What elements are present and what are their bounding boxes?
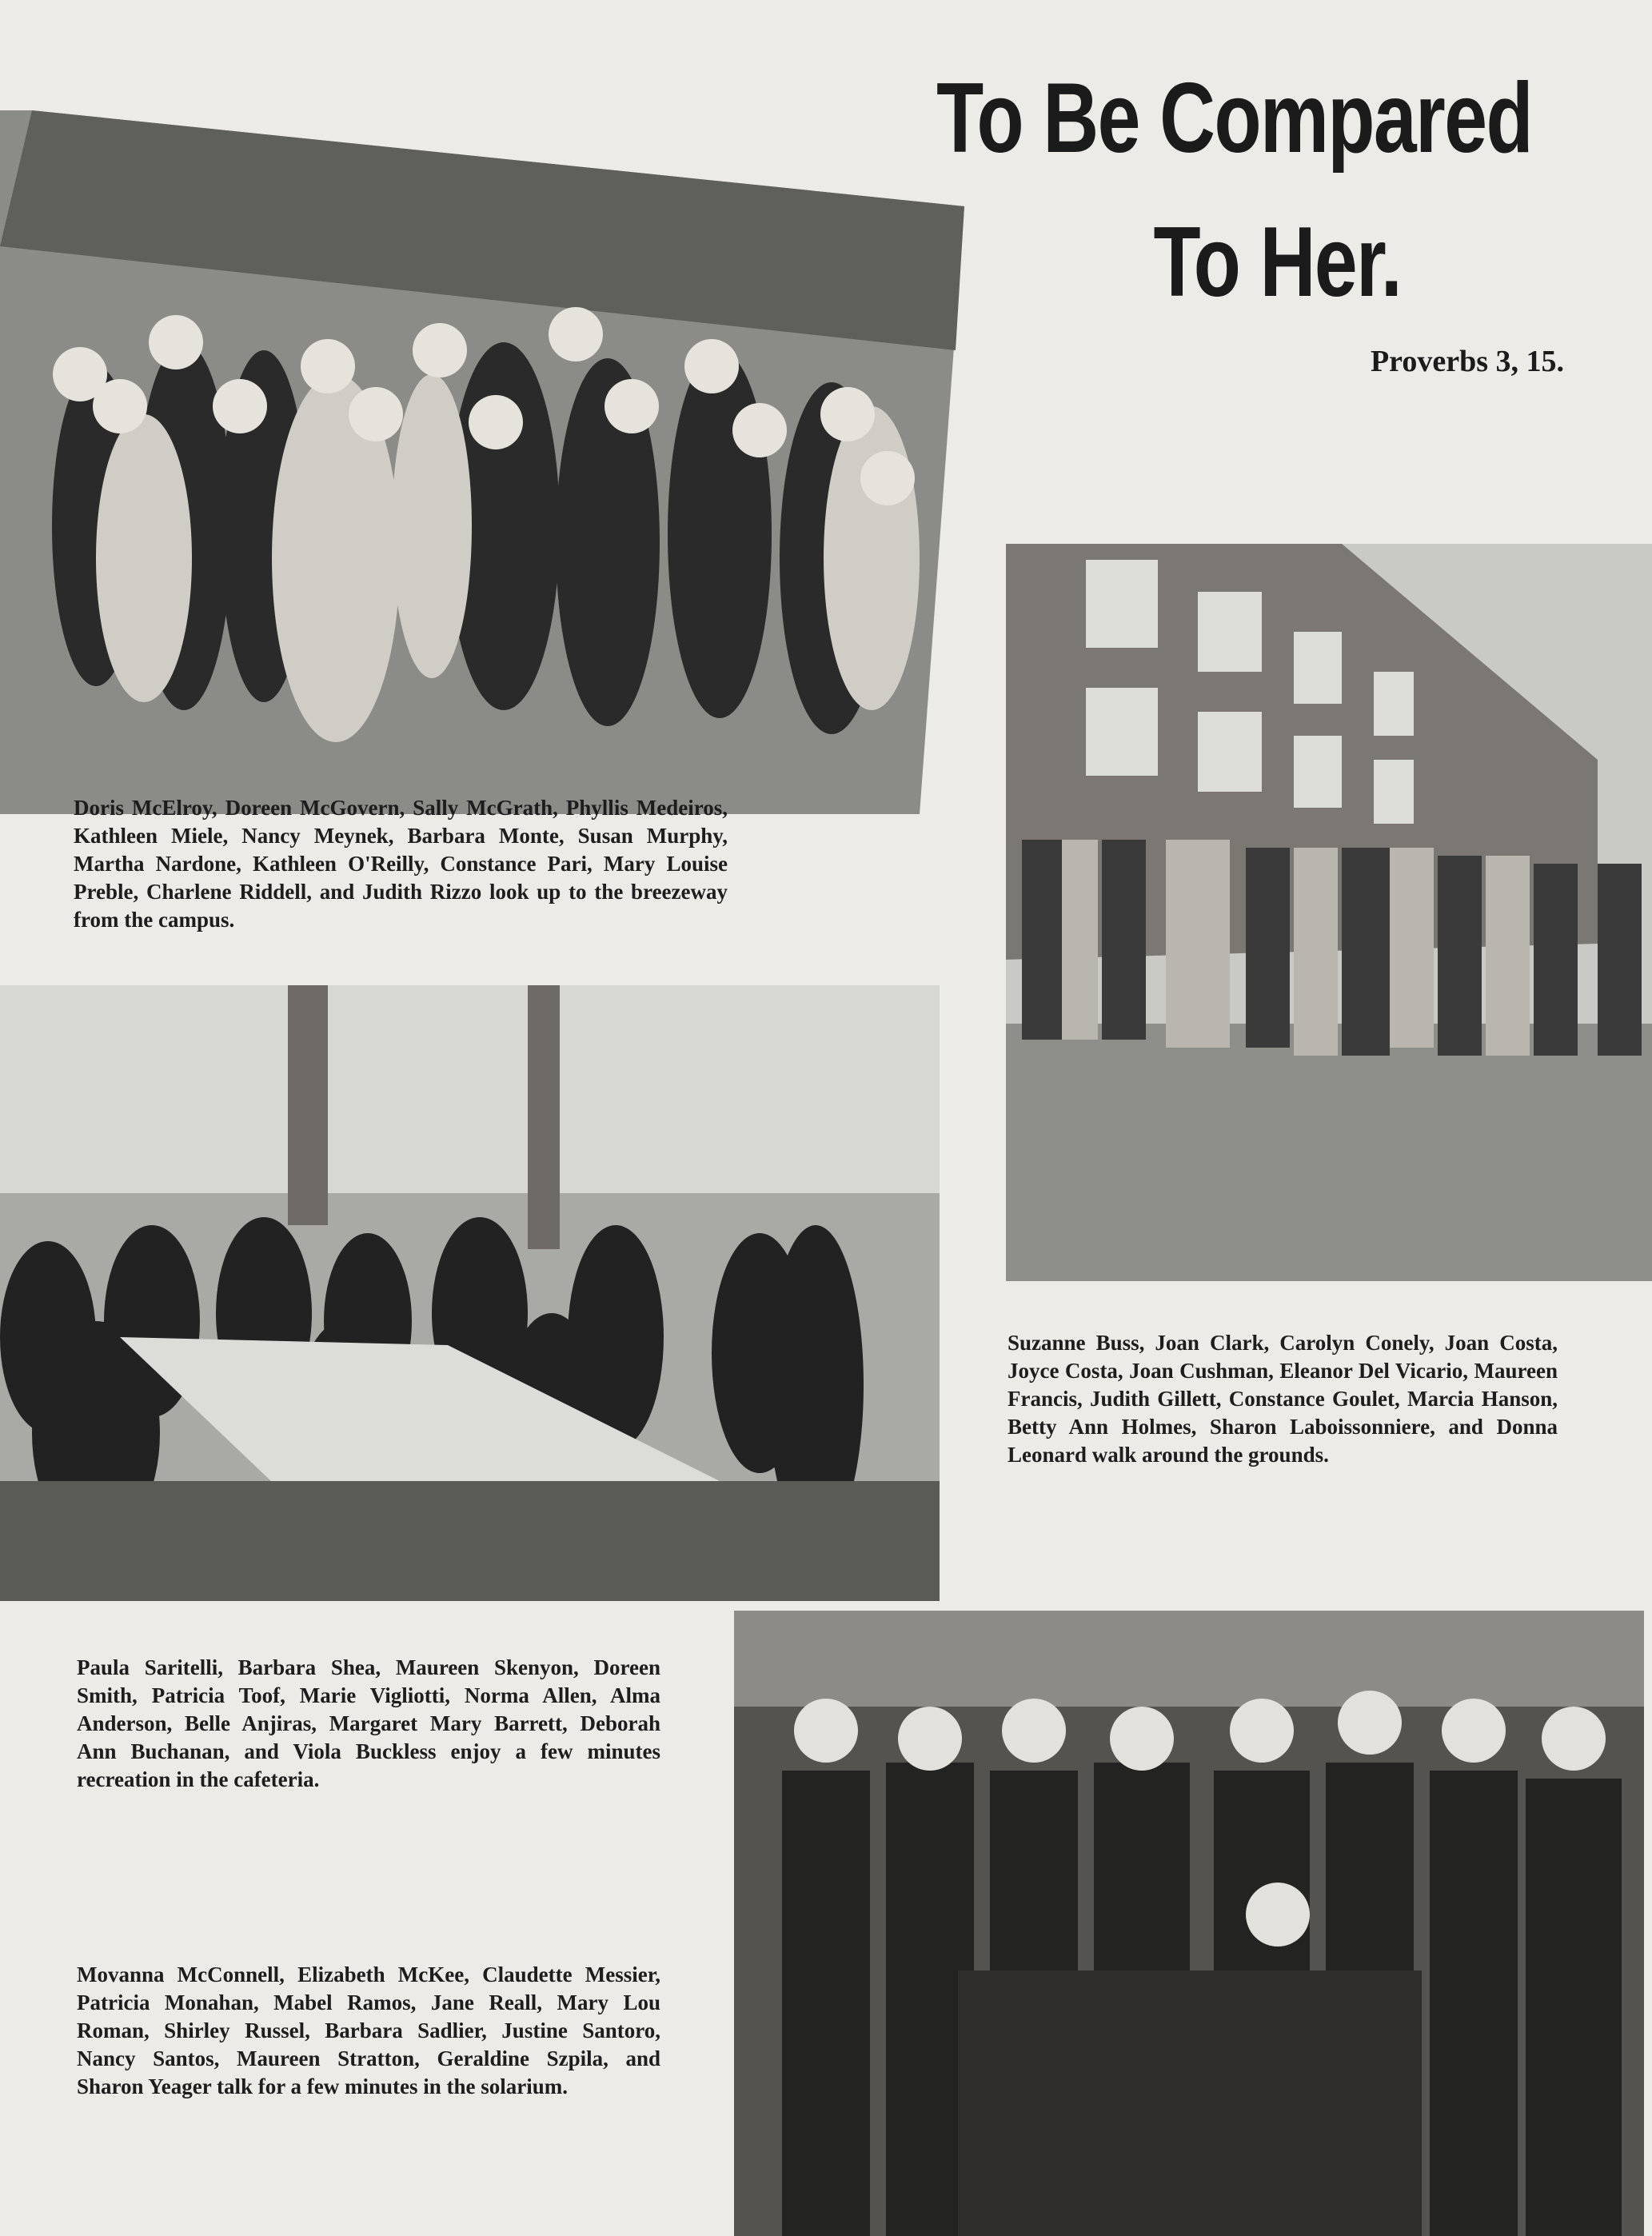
photo-grounds-walk <box>1006 544 1652 1281</box>
photo-campus-group <box>0 110 964 814</box>
title-line-2: To Her. <box>1153 207 1402 318</box>
title-line-1: To Be Compared <box>936 63 1532 174</box>
caption-solarium: Movanna McConnell, Elizabeth McKee, Claudette Messier, Patricia Monahan, Mabel Ramos, Jane Reall, Mary Lou Roman, Shirley Russel, Barbara Sadlier, Justine Santoro, Nancy Santos, Maureen Stratton, Geraldine Szpila, and Sharon Yeager talk for a few minutes in the solarium. <box>77 1962 660 2098</box>
caption-grounds: Suzanne Buss, Joan Clark, Carolyn Conely, Joan Costa, Joyce Costa, Joan Cushman, Eleanor Del Vicario, Maureen Francis, Judith Gillett, Constance Goulet, Marcia Hanson, Betty Ann Holmes, Sharon Laboissonniere, and Donna Leonard walk around the grounds. <box>1008 1331 1558 1467</box>
scripture-citation: Proverbs 3, 15. <box>1370 345 1564 378</box>
photo-solarium-group <box>734 1611 1644 2236</box>
caption-cafeteria: Paula Saritelli, Barbara Shea, Maureen Skenyon, Doreen Smith, Patricia Toof, Marie Vigliotti, Norma Allen, Alma Anderson, Belle Anjiras, Margaret Mary Barrett, Deborah Ann Buchanan, and Viola Buckless enjoy a few minutes recreation in the cafeteria. <box>77 1655 660 1791</box>
caption-campus: Doris McElroy, Doreen McGovern, Sally McGrath, Phyllis Medeiros, Kathleen Miele, Nancy Meynek, Barbara Monte, Susan Murphy, Martha Nardone, Kathleen O'Reilly, Constance Pari, Mary Louise Preble, Charlene Riddell, and Judith Rizzo look up to the breezeway from the campus. <box>74 796 728 932</box>
page-title <box>908 64 1532 317</box>
photo-cafeteria <box>0 985 940 1601</box>
